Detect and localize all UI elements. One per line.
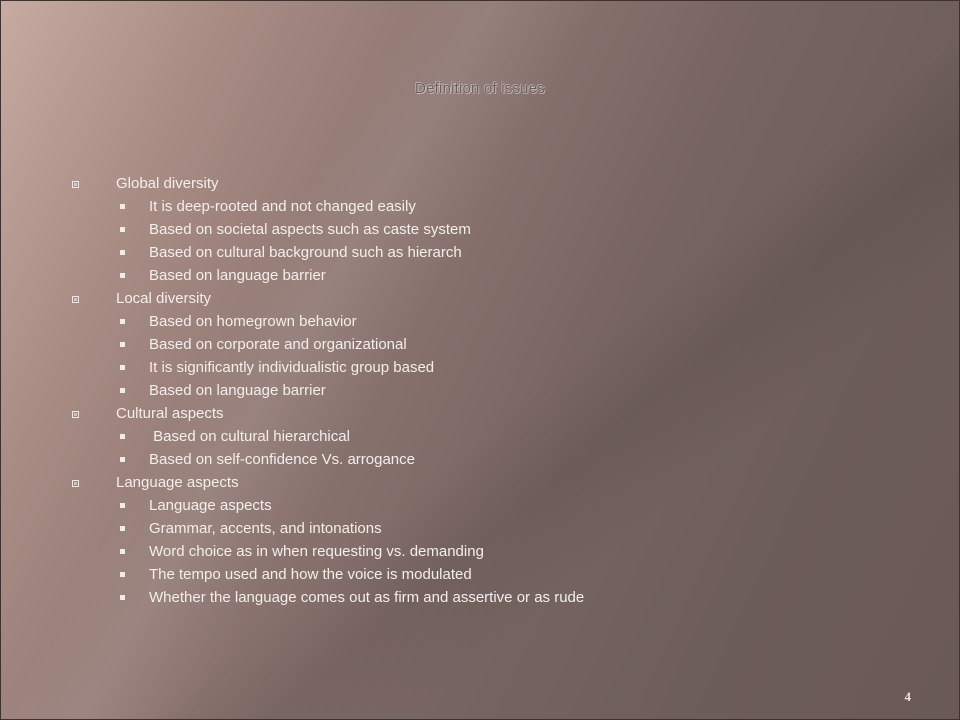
square-bullet-icon (120, 204, 125, 209)
square-bullet-icon (120, 365, 125, 370)
list-item (72, 379, 892, 402)
list-item-text: Word choice as in when requesting vs. demanding (149, 543, 484, 560)
square-bullet-icon (120, 503, 125, 508)
square-bullet-icon (120, 526, 125, 531)
section-language-aspects (72, 471, 892, 494)
list-item (72, 310, 892, 333)
list-item-text: It is deep-rooted and not changed easily (149, 198, 416, 215)
list-item-text: Based on cultural hierarchical (149, 428, 350, 445)
list-item (72, 563, 892, 586)
list-item-text: It is significantly individualistic group based (149, 359, 435, 376)
list-item-text: Language aspects (149, 497, 272, 514)
square-bullet-icon (120, 457, 125, 462)
list-item-text: Based on cultural background such as hierarch (149, 244, 462, 261)
list-item (72, 356, 892, 379)
square-bullet-icon (120, 319, 125, 324)
square-bullet-icon (120, 572, 125, 577)
box-bullet-icon (72, 296, 79, 303)
list-item (72, 195, 892, 218)
list-item-text: Based on self-confidence Vs. arrogance (149, 451, 415, 468)
list-item (72, 448, 892, 471)
square-bullet-icon (120, 273, 125, 278)
section-global-diversity (72, 172, 892, 195)
square-bullet-icon (120, 549, 125, 554)
section-cultural-aspects (72, 402, 892, 425)
list-item (72, 264, 892, 287)
list-item (72, 494, 892, 517)
section-label: Cultural aspects (116, 405, 224, 422)
section-label: Local diversity (116, 290, 212, 307)
list-item (72, 540, 892, 563)
list-item-text: Based on societal aspects such as caste system (149, 221, 471, 238)
bullet-list (72, 172, 892, 609)
section-label: Global diversity (116, 175, 219, 192)
section-local-diversity (72, 287, 892, 310)
list-item-text: Based on corporate and organizational (149, 336, 407, 353)
square-bullet-icon (120, 595, 125, 600)
list-item (72, 218, 892, 241)
list-item (72, 333, 892, 356)
square-bullet-icon (120, 434, 125, 439)
list-item-text: Based on language barrier (149, 267, 326, 284)
list-item-text: The tempo used and how the voice is modulated (149, 566, 472, 583)
list-item (72, 517, 892, 540)
list-item-text: Grammar, accents, and intonations (149, 520, 382, 537)
section-label: Language aspects (116, 474, 239, 491)
box-bullet-icon (72, 480, 79, 487)
square-bullet-icon (120, 250, 125, 255)
list-item (72, 241, 892, 264)
box-bullet-icon (72, 411, 79, 418)
list-item-text: Based on homegrown behavior (149, 313, 357, 330)
list-item-text: Whether the language comes out as firm and assertive or as rude (149, 589, 585, 606)
square-bullet-icon (120, 342, 125, 347)
square-bullet-icon (120, 227, 125, 232)
list-item (72, 425, 892, 448)
list-item (72, 586, 892, 609)
slide-title: Definition of issues (415, 80, 545, 97)
square-bullet-icon (120, 388, 125, 393)
list-item-text: Based on language barrier (149, 382, 326, 399)
box-bullet-icon (72, 181, 79, 188)
page-number: 4 (904, 689, 911, 704)
